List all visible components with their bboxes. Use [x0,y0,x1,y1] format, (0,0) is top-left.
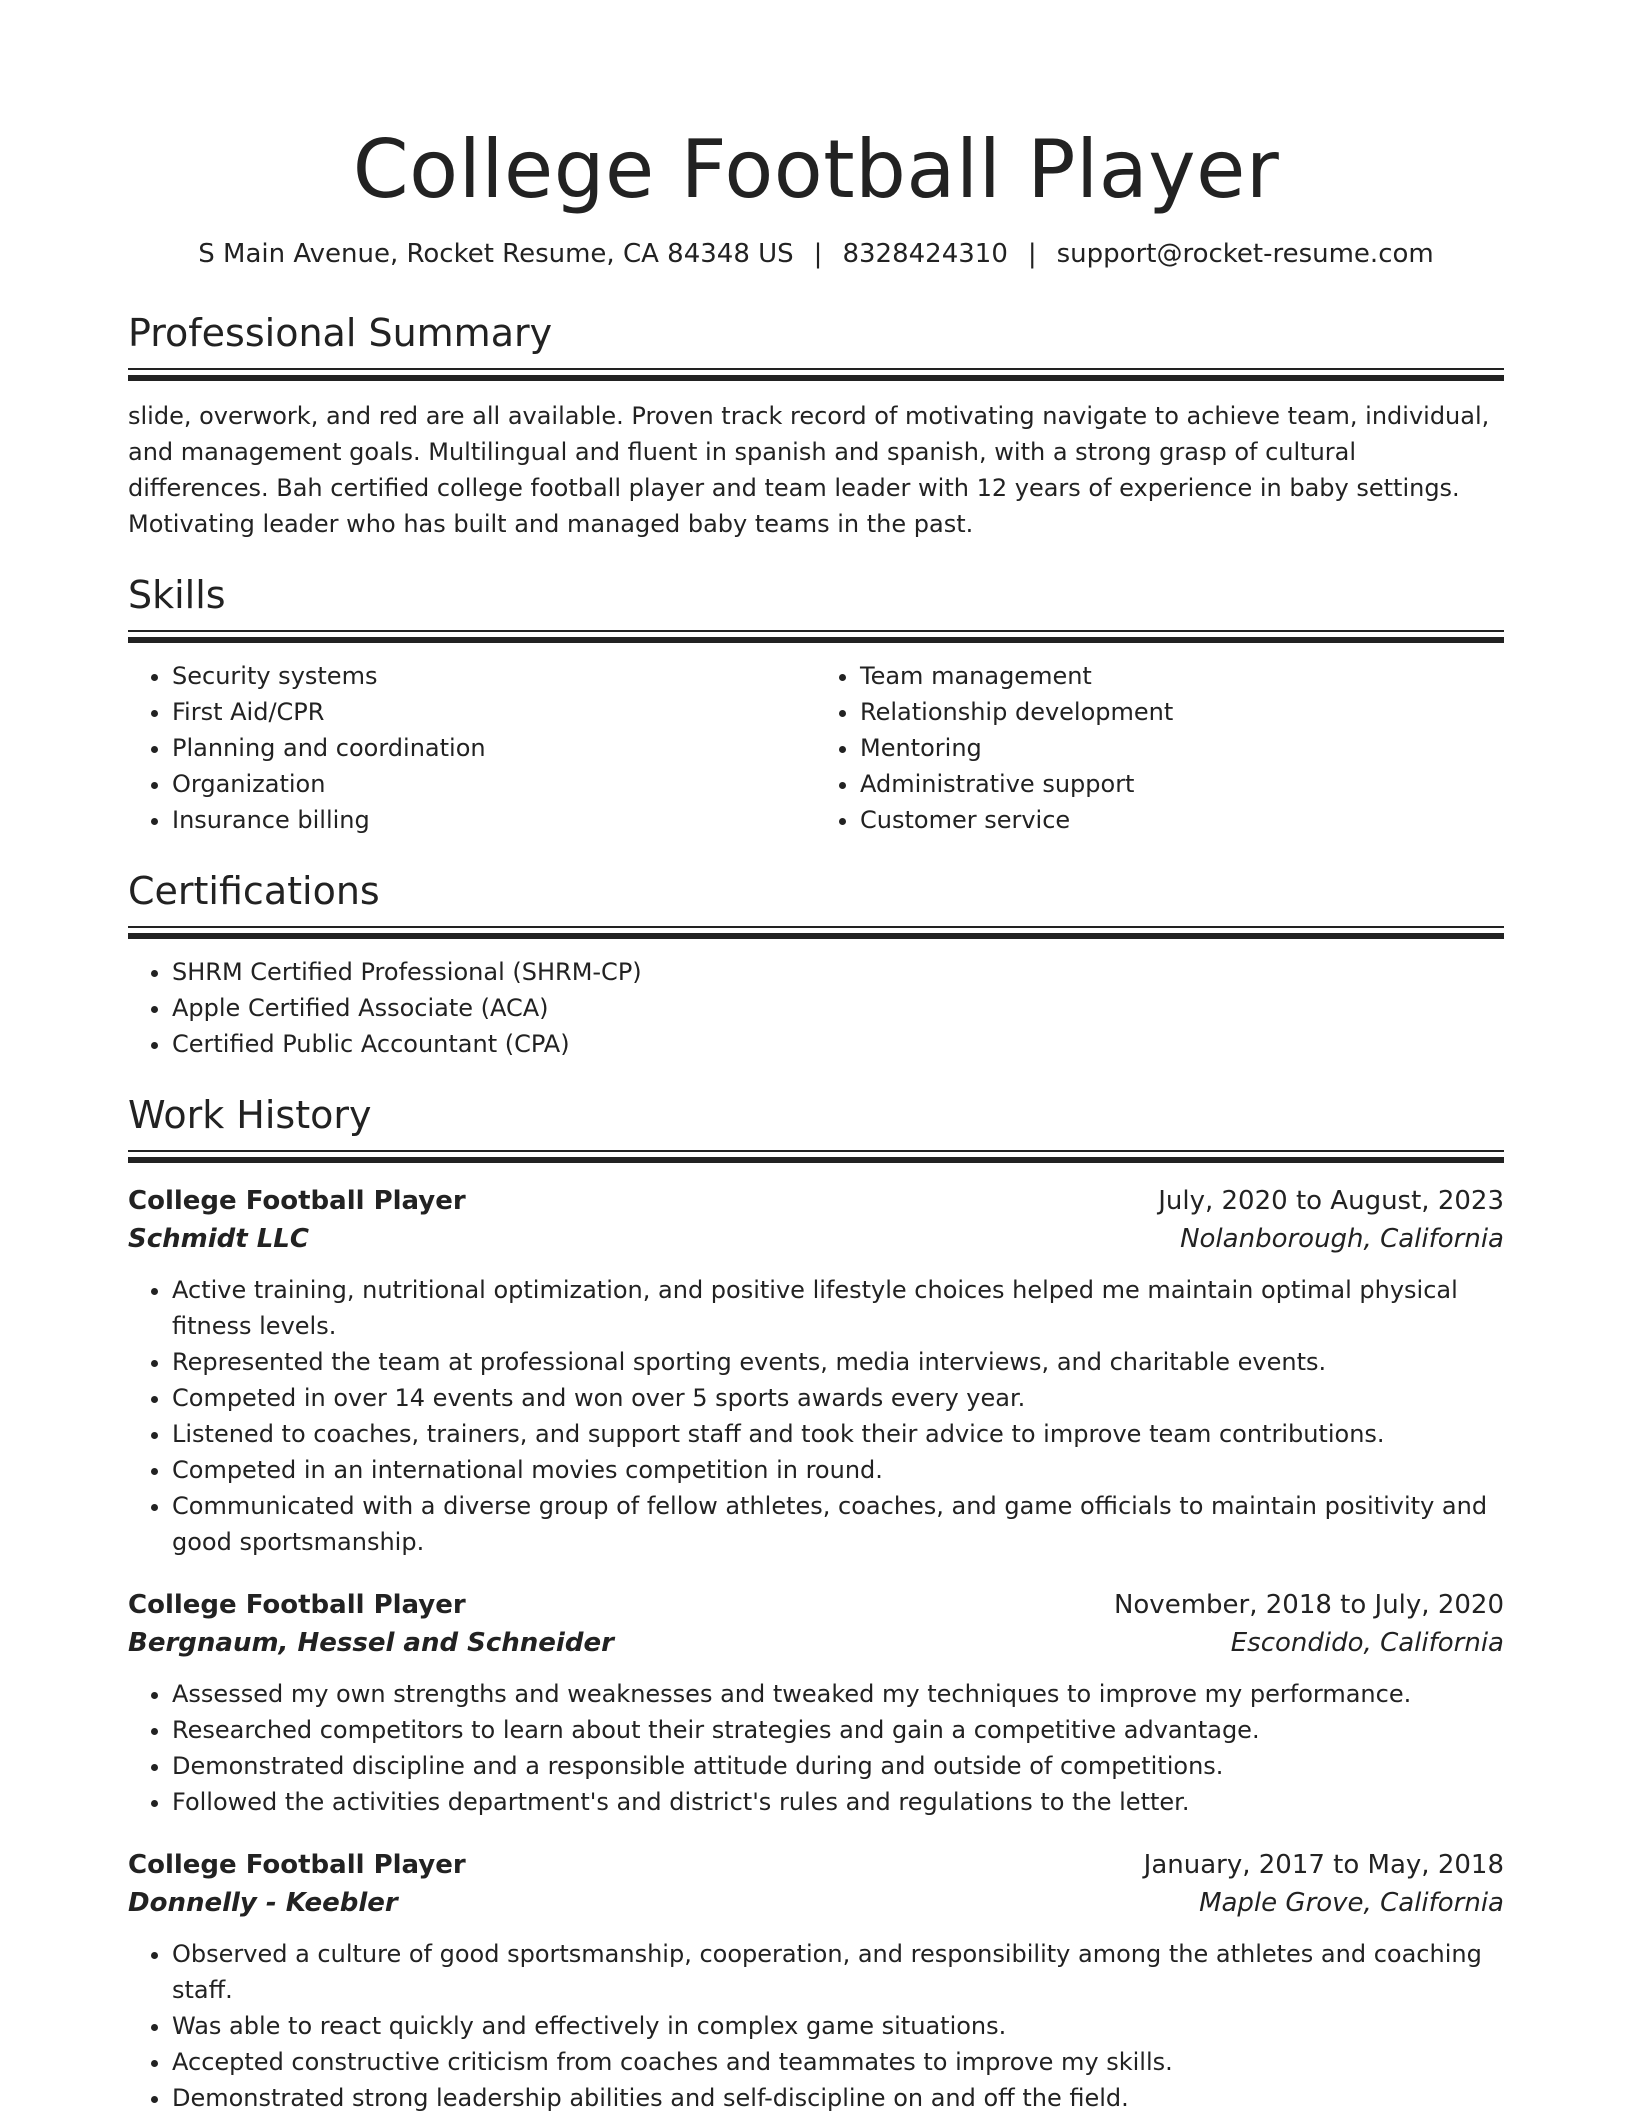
job-title: College Football Player [128,1186,466,1216]
job-bullet: • Listened to coaches, trainers, and support staff and took their advice to improve team contributions. [172,1416,1504,1452]
job-dates: January, 2017 to May, 2018 [1143,1850,1504,1880]
work-history-section [128,1090,1504,2116]
skill-item: • Insurance billing [172,802,816,838]
job-entry [128,1586,1504,1820]
job-company-row [128,1884,1504,1922]
skill-item: • Team management [860,658,1504,694]
job-bullet: • Demonstrated discipline and a responsible attitude during and outside of competitions. [172,1748,1504,1784]
job-header-row [128,1846,1504,1884]
job-location: Nolanborough, California [1180,1224,1504,1254]
job-title: College Football Player [128,1590,466,1620]
skill-item: • Customer service [860,802,1504,838]
job-header-row [128,1182,1504,1220]
job-bullet: • Was able to react quickly and effectively in complex game situations. [172,2008,1504,2044]
job-header-row [128,1586,1504,1624]
job-company-row [128,1624,1504,1662]
job-bullet: • Assessed my own strengths and weaknesses and tweaked my techniques to improve my performance. [172,1676,1504,1712]
job-location: Escondido, California [1230,1628,1504,1658]
skills-columns [128,658,1504,838]
job-bullet: • Active training, nutritional optimization, and positive lifestyle choices helped me maintain optimal physical fitness levels. [172,1272,1504,1344]
certification-item: • Apple Certified Associate (ACA) [172,990,1504,1026]
section-divider [128,368,1504,382]
job-bullet: • Researched competitors to learn about their strategies and gain a competitive advantage. [172,1712,1504,1748]
job-bullet: • Represented the team at professional sporting events, media interviews, and charitable events. [172,1344,1504,1380]
skill-item: • Administrative support [860,766,1504,802]
skill-item: • Relationship development [860,694,1504,730]
summary-section [128,308,1504,542]
job-bullet: • Competed in an international movies competition in round. [172,1452,1504,1488]
section-title-certifications: Certifications [128,869,380,913]
job-company: Bergnaum, Hessel and Schneider [128,1628,614,1658]
job-location: Maple Grove, California [1199,1888,1504,1918]
section-divider [128,926,1504,940]
job-dates: November, 2018 to July, 2020 [1113,1590,1504,1620]
job-bullet: • Observed a culture of good sportsmanship, cooperation, and responsibility among the athletes and coaching staff. [172,1936,1504,2008]
job-entry [128,1846,1504,2116]
section-title-summary: Professional Summary [128,311,553,355]
skills-list-left [128,658,816,838]
job-company-row [128,1220,1504,1258]
certification-item: • SHRM Certified Professional (SHRM-CP) [172,954,1504,990]
contact-line [128,236,1504,272]
summary-text: slide, overwork, and red are all available. Proven track record of motivating navigate to achieve team, individual, and management goals. Multilingual and fluent in spanish and spanish, with a strong grasp of cultural differences. Bah certified college football player and team leader with 12 years of experience in baby settings. Motivating leader who has built and managed baby teams in the past. [128,402,1490,538]
job-bullets [128,1936,1504,2116]
skill-item: • First Aid/CPR [172,694,816,730]
contact-separator: | [813,239,823,269]
contact-email[interactable]: support@rocket-resume.com [1056,239,1434,269]
skill-item: • Mentoring [860,730,1504,766]
job-bullet: • Communicated with a diverse group of fellow athletes, coaches, and game officials to maintain positivity and good sportsmanship. [172,1488,1504,1560]
job-bullet: • Followed the activities department's and district's rules and regulations to the letter. [172,1784,1504,1820]
job-title: College Football Player [128,1850,466,1880]
skills-list-right [816,658,1504,838]
job-dates: July, 2020 to August, 2023 [1158,1186,1504,1216]
resume-name: College Football Player [352,123,1280,216]
contact-address: S Main Avenue, Rocket Resume, CA 84348 US [198,239,794,269]
section-divider [128,630,1504,644]
job-company: Donnelly - Keebler [128,1888,398,1918]
job-entry [128,1182,1504,1560]
job-bullet: • Accepted constructive criticism from coaches and teammates to improve my skills. [172,2044,1504,2080]
job-bullets [128,1676,1504,1820]
section-title-work-history: Work History [128,1093,372,1137]
certifications-section [128,866,1504,1062]
skill-item: • Organization [172,766,816,802]
job-bullet: • Demonstrated strong leadership abilities and self-discipline on and off the field. [172,2080,1504,2116]
section-divider [128,1150,1504,1164]
job-bullet: • Competed in over 14 events and won over 5 sports awards every year. [172,1380,1504,1416]
contact-separator: | [1027,239,1037,269]
job-company: Schmidt LLC [128,1224,309,1254]
job-bullets [128,1272,1504,1560]
skill-item: • Security systems [172,658,816,694]
skills-section [128,570,1504,838]
skill-item: • Planning and coordination [172,730,816,766]
certifications-list [128,954,1504,1062]
certification-item: • Certified Public Accountant (CPA) [172,1026,1504,1062]
section-title-skills: Skills [128,573,226,617]
contact-phone: 8328424310 [842,239,1008,269]
